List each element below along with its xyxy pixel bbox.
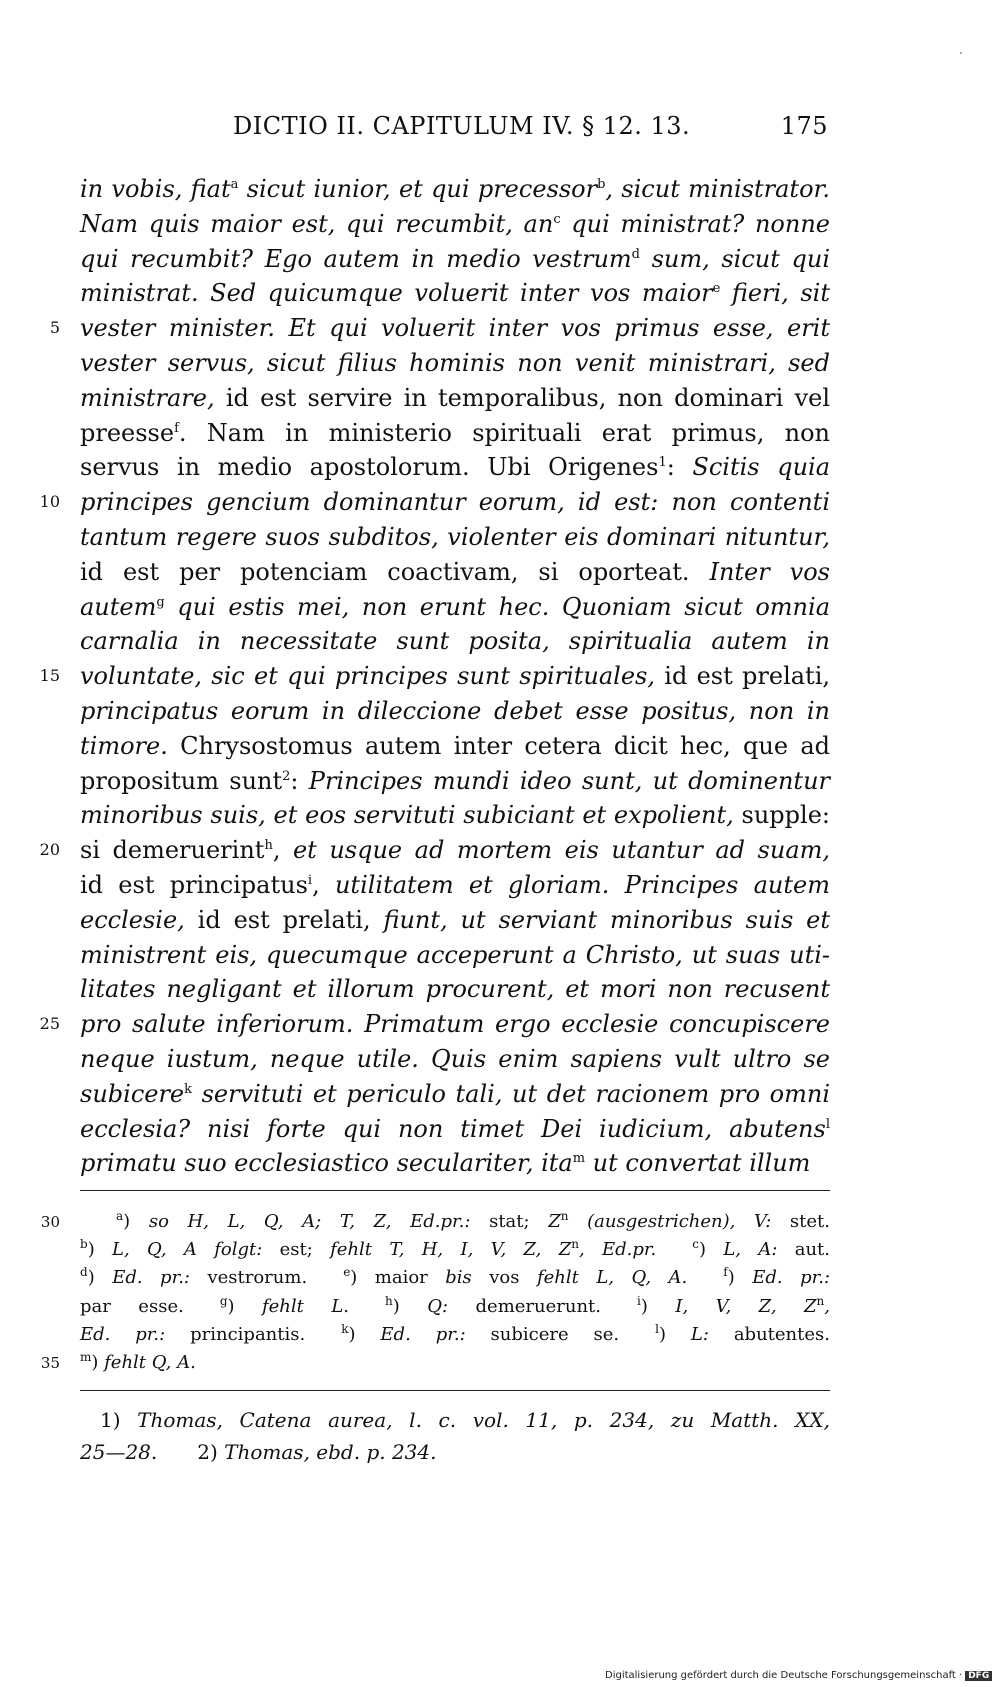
text-run: qui recumbit? Ego autem in medio vestrum: [80, 244, 632, 273]
text-run: ): [658, 1323, 691, 1345]
text-line: [80, 590, 830, 625]
text-run: fiunt, ut serviant minoribus suis et: [383, 905, 830, 934]
text-run: abutentes.: [708, 1323, 830, 1345]
text-run: Ed. pr.:: [112, 1267, 190, 1289]
text-line: [80, 172, 830, 207]
text-line: [80, 242, 830, 277]
text-line: [80, 624, 830, 659]
line-number: 15: [39, 666, 60, 686]
note-marker: f: [174, 420, 179, 436]
text-line: [80, 1112, 830, 1147]
note-marker: f: [723, 1265, 728, 1280]
note-marker: 1: [658, 455, 667, 471]
text-run: aut.: [777, 1239, 830, 1261]
text-run: Ed. pr.:: [80, 1323, 166, 1345]
text-run: fehlt T, H, I, V, Z, Z: [330, 1239, 572, 1261]
text-run: id est servire in temporalibus, non dominari vel: [214, 383, 830, 412]
line-number: 35: [40, 1353, 60, 1372]
text-run: (ausgestrichen), V:: [568, 1211, 772, 1232]
text-run: :: [290, 766, 309, 795]
text-line: [80, 276, 830, 311]
text-run: ,: [272, 836, 293, 865]
text-run: ): [123, 1211, 149, 1232]
text-run: servituti et periculo tali, ut det racionem pro omni: [192, 1079, 830, 1108]
text-run: stat;: [470, 1211, 549, 1232]
text-run: bis: [445, 1267, 472, 1289]
text-run: L, A:: [723, 1239, 778, 1261]
apparatus-line: [80, 1264, 830, 1292]
text-line: [39, 485, 830, 520]
note-marker: g: [156, 594, 165, 610]
line-number: 10: [39, 492, 60, 512]
text-run: Ed. pr.:: [380, 1323, 466, 1345]
text-run: Thomas, Catena aurea, l. c. vol. 11, p. 234, zu Matth. XX,: [137, 1408, 830, 1432]
text-run: Thomas, ebd. p. 234.: [224, 1440, 437, 1464]
text-run: , sicut ministrator.: [605, 175, 830, 203]
text-run: [349, 1296, 385, 1317]
text-run: id est prelati,: [184, 905, 384, 934]
apparatus-line: [40, 1349, 830, 1377]
text-run: fehlt Q, A.: [104, 1351, 196, 1373]
text-run: pro salute inferiorum. Primatum ergo ecclesie concupiscere: [80, 1010, 830, 1039]
text-run: [80, 1211, 116, 1232]
text-run: subicere: [80, 1079, 185, 1108]
text-run: ): [392, 1295, 428, 1317]
source-line: [80, 1404, 830, 1436]
text-run: ): [87, 1239, 113, 1261]
text-line: [39, 833, 831, 868]
text-run: [687, 1267, 723, 1288]
critical-apparatus: [40, 1208, 831, 1377]
text-run: stet.: [771, 1211, 830, 1232]
text-line: [80, 1042, 830, 1077]
text-line: [80, 555, 830, 590]
text-run: ): [227, 1295, 262, 1317]
text-run: 1): [80, 1408, 138, 1432]
text-line: [80, 416, 830, 451]
note-marker: n: [571, 1237, 579, 1252]
note-marker: e: [712, 281, 721, 297]
text-run: principes gencium dominantur eorum, id est: non contenti: [80, 488, 830, 517]
text-line: [80, 729, 830, 764]
note-marker: 2: [282, 768, 291, 784]
text-line: [80, 694, 830, 729]
text-run: sicut iunior, et qui precessor: [238, 175, 598, 203]
note-marker: k: [184, 1081, 193, 1097]
text-run: sum, sicut qui: [640, 244, 830, 273]
text-run: id est per potenciam coactivam, si oporteat.: [80, 557, 710, 586]
digitization-credit: [605, 1670, 995, 1681]
dfg-logo: DFG: [965, 1671, 992, 1681]
text-run: neque iustum, neque utile. Quis enim sapiens vult ultro se: [80, 1044, 830, 1073]
note-marker: m: [80, 1349, 92, 1364]
note-marker: a: [230, 177, 239, 192]
text-line: [80, 520, 830, 555]
text-run: ministrat. Sed quicumque voluerit inter vos maior: [80, 279, 713, 308]
text-run: L, Q, A folgt:: [112, 1239, 263, 1261]
text-run: supple:: [733, 801, 830, 830]
text-run: id est principatus: [80, 870, 308, 899]
text-run: ecclesie,: [80, 905, 185, 934]
text-run: principatus eorum in dileccione debet esse positus, non in: [80, 696, 830, 725]
line-number: 20: [39, 840, 60, 860]
text-run: subicere se.: [465, 1323, 656, 1345]
text-run: propositum sunt: [80, 766, 283, 795]
text-run: ,: [824, 1295, 830, 1317]
text-run: in vobis, fiat: [80, 175, 231, 203]
text-run: servus in medio apostolorum. Ubi Origenes: [80, 453, 659, 482]
text-run: litates negligant et illorum procurent, et mori non recusent: [80, 975, 830, 1004]
text-run: est;: [262, 1239, 331, 1261]
page-number: 175: [780, 112, 828, 140]
text-run: ministrent eis, quecumque acceperunt a Christo, ut suas uti-: [80, 940, 830, 969]
text-run: si demeruerint: [80, 836, 265, 865]
text-run: par esse.: [80, 1295, 220, 1317]
apparatus-line: [80, 1321, 830, 1349]
text-line: [80, 764, 830, 799]
running-header: [233, 112, 828, 152]
text-run: ecclesia? nisi forte qui non timet Dei iudicium, abutens: [80, 1114, 826, 1143]
note-marker: c: [692, 1237, 699, 1252]
text-run: I, V, Z, Z: [675, 1295, 817, 1317]
line-number: 5: [49, 318, 60, 338]
text-run: ): [87, 1267, 113, 1289]
note-marker: d: [631, 246, 640, 262]
text-run: fehlt L, Q, A.: [536, 1267, 688, 1289]
text-run: ): [640, 1295, 676, 1317]
text-run: ,: [312, 870, 335, 899]
text-line: [39, 659, 830, 694]
text-line: [39, 1007, 830, 1042]
note-marker: a: [116, 1209, 124, 1223]
apparatus-line: [80, 1293, 830, 1321]
text-run: minoribus suis, et eos servituti subiciant et expolient,: [80, 801, 734, 830]
note-marker: b: [80, 1237, 88, 1252]
note-marker: g: [219, 1293, 228, 1308]
text-run: 25—28.: [80, 1440, 158, 1464]
text-line: [80, 798, 830, 833]
text-run: Nam quis maior est, qui recumbit, an: [80, 209, 554, 238]
text-run: 2): [157, 1440, 225, 1464]
source-line: [80, 1436, 830, 1468]
note-marker: h: [264, 838, 273, 854]
credit-text: Digitalisierung gefördert durch die Deutsche Forschungsgemeinschaft ·: [605, 1670, 963, 1681]
text-line: [80, 346, 830, 381]
text-run: vester servus, sicut filius hominis non venit ministrari, sed: [80, 348, 830, 377]
text-line: [49, 311, 830, 346]
note-marker: l: [655, 1321, 659, 1336]
text-line: [80, 1146, 830, 1181]
note-marker: i: [637, 1293, 641, 1308]
text-run: ministrare,: [80, 383, 215, 412]
text-line: [80, 972, 830, 1007]
text-run: ): [348, 1323, 381, 1345]
line-number: 30: [40, 1213, 60, 1231]
text-run: preesse: [80, 418, 175, 447]
note-marker: m: [572, 1151, 586, 1167]
text-run: ): [699, 1239, 724, 1261]
text-run: L:: [690, 1323, 709, 1345]
text-run: principantis.: [165, 1323, 342, 1345]
text-run: primatu suo ecclesiastico seculariter, ita: [80, 1149, 573, 1178]
text-run: fieri, sit: [720, 279, 830, 308]
text-run: ) maior: [350, 1267, 446, 1289]
main-text: [39, 172, 831, 1181]
text-run: . Nam in ministerio spirituali erat primus, non: [178, 418, 830, 447]
note-marker: n: [816, 1293, 825, 1308]
note-marker: d: [80, 1265, 88, 1280]
scan-speck: [960, 52, 962, 54]
text-run: id est prelati,: [655, 662, 830, 691]
text-run: voluntate, sic et qui principes sunt spirituales,: [80, 662, 656, 691]
text-run: demeruerunt.: [448, 1295, 638, 1317]
text-run: Principes mundi ideo sunt, ut dominentur: [308, 766, 830, 795]
text-run: vester minister. Et qui voluerit inter vos primus esse, erit: [80, 314, 830, 343]
text-line: [80, 868, 830, 903]
note-marker: c: [553, 211, 561, 227]
text-run: carnalia in necessitate sunt posita, spiritualia autem in: [80, 627, 830, 656]
text-run: Z: [548, 1211, 561, 1232]
text-run: Scitis quia: [692, 453, 831, 482]
text-run: [656, 1239, 692, 1260]
text-line: [80, 1077, 830, 1112]
note-marker: n: [560, 1209, 569, 1223]
text-run: Chrysostomus autem inter cetera dicit hec, que ad: [167, 731, 830, 760]
text-line: [80, 207, 830, 242]
text-line: [80, 903, 830, 938]
chapter-heading: DICTIO II. CAPITULUM IV. § 12. 13.: [233, 112, 691, 140]
text-run: , Ed.pr.: [578, 1239, 657, 1261]
text-run: et usque ad mortem eis utantur ad suam,: [292, 836, 831, 865]
text-run: ut convertat illum: [585, 1149, 811, 1178]
text-run: so H, L, Q, A; T, Z, Ed.pr.:: [148, 1211, 471, 1232]
sources-divider: [80, 1390, 830, 1391]
note-marker: e: [343, 1265, 351, 1280]
note-marker: h: [385, 1293, 393, 1308]
text-run: Ed. pr.:: [752, 1267, 831, 1289]
text-line: [80, 381, 830, 416]
note-marker: l: [825, 1116, 830, 1132]
text-run: qui ministrat? nonne: [560, 209, 830, 238]
note-marker: b: [597, 177, 606, 192]
source-notes: [80, 1404, 830, 1468]
apparatus-line: [40, 1208, 830, 1236]
text-run: vestrorum.: [189, 1267, 344, 1289]
text-run: tantum regere suos subditos, violenter eis dominari nituntur,: [80, 522, 830, 551]
text-run: Q:: [427, 1295, 449, 1317]
text-run: utilitatem et gloriam. Principes autem: [334, 870, 830, 899]
text-line: [80, 450, 830, 485]
text-run: timore.: [80, 731, 168, 760]
text-run: Inter vos: [709, 557, 830, 586]
text-run: :: [666, 453, 693, 482]
apparatus-divider: [80, 1190, 830, 1191]
text-run: autem: [80, 592, 157, 621]
text-line: [80, 938, 830, 973]
line-number: 25: [39, 1014, 60, 1034]
text-run: vos: [471, 1267, 537, 1289]
apparatus-line: [80, 1236, 830, 1264]
text-run: ): [91, 1351, 105, 1373]
text-run: fehlt L.: [261, 1295, 350, 1317]
note-marker: i: [307, 872, 313, 888]
note-marker: k: [341, 1321, 349, 1336]
text-run: qui estis mei, non erunt hec. Quoniam sicut omnia: [164, 592, 830, 621]
text-run: ): [727, 1267, 753, 1289]
